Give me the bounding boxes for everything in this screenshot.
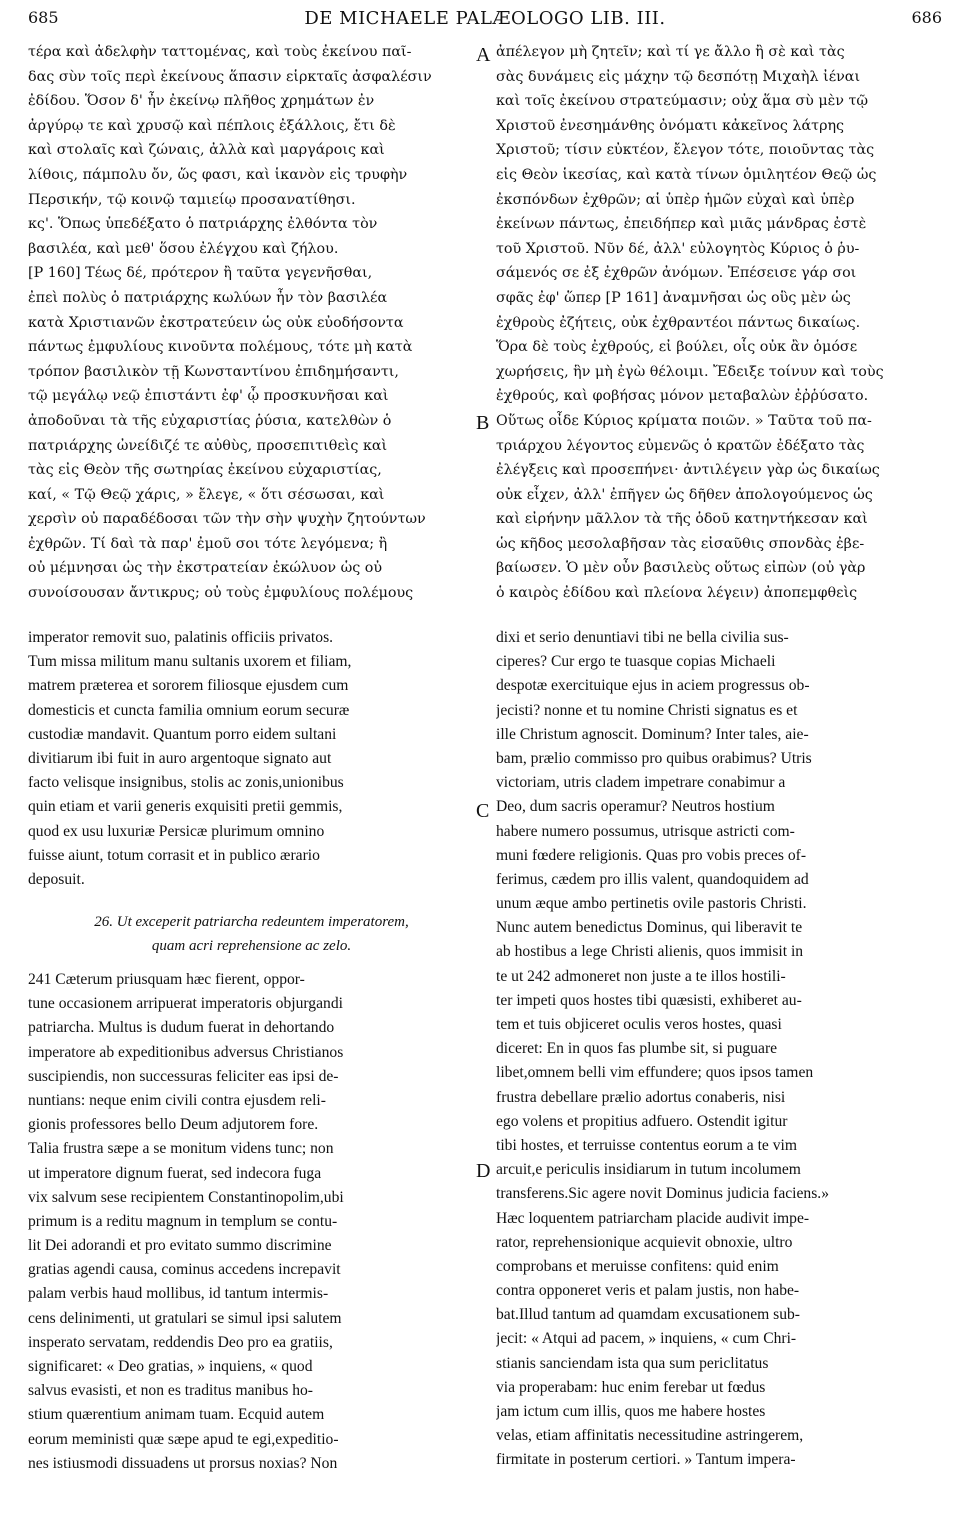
text-line: patriarcha. Multus is dudum fuerat in dehortando: [28, 1019, 335, 1037]
text-line: nuntians: neque enim civili contra ejusdem reli-: [28, 1091, 326, 1109]
text-line: ἐχθρῶν. Τί δαὶ τὰ παρ' ἐμοῦ σοι τότε λεγόμενα; ἢ: [28, 535, 388, 552]
text-line: Hæc loquentem patriarcham placide audivit impe-: [496, 1209, 810, 1227]
text-line: matrem præterea et sororem filiosque ejusdem cum: [28, 677, 349, 695]
text-line: ἐπεὶ πολὺς ὁ πατριάρχης κωλύων ἦν τὸν βασιλέα: [28, 289, 388, 306]
text-line: jecisti? nonne et tu nomine Christi signatus es et: [496, 701, 798, 719]
text-line: habere numero possumus, utrisque astricti com-: [496, 822, 795, 840]
text-line: arcuit,e periculis insidiarum in tutum incolumem: [496, 1161, 801, 1179]
text-line: εἰς Θεὸν ἱκεσίας, καὶ κατὰ τίνων ὁμιλητέον Θεῷ ὡς: [496, 166, 877, 183]
text-line: comprobans et meruisse confitens: quid enim: [496, 1257, 779, 1275]
text-line: gratias agendi causa, cominus accedens increpavit: [28, 1261, 341, 1279]
text-line: ἀπέλεγον μὴ ζητεῖν; καὶ τί γε ἄλλο ἢ σὲ καὶ τὰς: [496, 44, 845, 60]
text-line: tibi hostes, et terruisse contentus eorum a te vim: [496, 1136, 797, 1154]
text-line: ἀργύρῳ τε καὶ χρυσῷ καὶ πέπλοις ἐξάλλοις, ἔτι δὲ: [28, 117, 396, 134]
text-line: palam verbis haud mollibus, id tantum intermis-: [28, 1285, 329, 1303]
text-line: καὶ εἰρήνην μᾶλλον τὰ τῆς ὁδοῦ κατηντήκεσαν καὶ: [496, 511, 868, 528]
text-line: καὶ τοῖς ἐκείνου στρατεύμασιν; οὐχ ἅμα σὺ μὲν τῷ: [496, 93, 869, 110]
text-line: τῷ μεγάλῳ νεῷ ἐπιστάντι ἐφ' ᾧ προσκυνῆσαι καὶ: [28, 388, 389, 405]
text-line: ferimus, cædem pro illis valent, quandoquidem ad: [496, 870, 809, 888]
text-line: σφᾶς ἐφ' ὥπερ [P 161] ἀναμνῆσαι ὡς οὓς μὲν ὡς: [496, 289, 851, 306]
text-line: dixi et serio denuntiavi tibi ne bella civilia sus-: [496, 629, 789, 646]
text-line: σὰς δυνάμεις εἰς μάχην τῷ δεσπότῃ Μιχαὴλ ἰέναι: [496, 68, 861, 85]
text-line: imperator removit suo, palatinis officiis privatos.: [28, 629, 334, 646]
text-line: Περσικήν, τῷ κοινῷ ταμιείῳ προσανατίθησι.: [28, 191, 356, 208]
text-line: ἐχθρούς, καὶ φοβήσας μόνον μεταβαλὼν ἐῤῥύσατο.: [496, 388, 869, 405]
text-line: ut imperatore dignum fuerat, sed indecora fuga: [28, 1164, 322, 1182]
text-line: καί, « Τῷ Θεῷ χάρις, » ἔλεγε, « ὅτι σέσωσαι, καὶ: [28, 486, 385, 503]
text-line: custodiæ mandavit. Quantum porro eidem sultani: [28, 725, 337, 743]
text-line: jecit: « Atqui ad pacem, » inquiens, « cum Chri-: [496, 1330, 797, 1348]
text-line: quam acri reprehensione ac zelo.: [151, 938, 352, 955]
text-line: ἀποδοῦναι τὰ τῆς εὐχαριστίας ῥύσια, κατελθὼν ὁ: [28, 412, 392, 429]
margin-marker-b: B: [476, 412, 490, 434]
text-line: te ut 242 admoneret non juste a te illos hostili-: [496, 967, 786, 985]
text-line: τοῦ Χριστοῦ. Νῦν δέ, ἀλλ' εὐλογητὸς Κύριος ὁ ῥυ-: [496, 240, 860, 257]
text-line: ille Christum agnoscit. Dominum? Inter tales, aie-: [496, 725, 809, 743]
text-line: οὐ μέμνησαι ὡς τὴν ἐκστρατείαν ἐκώλυον ὡς οὐ: [28, 560, 383, 577]
text-line: ὁ καιρὸς ἐδίδου καὶ πλείονα λέγειν) ἀποπεμφθεὶς: [496, 585, 858, 602]
text-line: Tum missa militum manu sultanis uxorem et filiam,: [28, 653, 352, 671]
section-heading: [28, 910, 475, 958]
text-line: bam, prælio commisso pro quibus orabimus? Utris: [496, 749, 812, 767]
text-line: despotæ exercituique ejus in aciem progressus ob-: [496, 677, 810, 695]
text-line: stianis sanciendam ista qua sum periclitatus: [496, 1354, 769, 1372]
text-line: Nunc autem benedictus Dominus, qui liberavit te: [496, 919, 803, 937]
text-line: βασιλέα, καὶ μεθ' ὅσου ἐλέγχου καὶ ζήλου.: [28, 240, 339, 257]
text-line: bat.Illud tantum ad quamdam excusationem sub-: [496, 1306, 801, 1324]
text-line: victoriam, utris cladem impetrare conabimur a: [496, 774, 786, 792]
text-line: gionis professores bello Deum adjutorem fore.: [28, 1116, 319, 1134]
text-line: πάντως ἐμφυλίους κινοῦντα πολέμους, τότε μὴ κατὰ: [28, 339, 413, 356]
text-line: ter impeti quos hostes tibi quæsisti, exhiberet au-: [496, 991, 802, 1009]
text-line: domesticis et cuncta familia omnium eorum securæ: [28, 701, 350, 719]
text-line: τὰς εἰς Θεὸν τῆς σωτηρίας ἐκείνου εὐχαριστίας,: [28, 462, 382, 479]
text-line: ἐκείνων πάντως, ἐπειδήπερ καὶ μιᾶς μάνδρας ἐστὲ: [496, 216, 867, 233]
text-line: rator, reprehensionique acquievit obnoxie, ultro: [496, 1233, 793, 1251]
text-line: ego volens et propitius adfuero. Ostendit igitur: [496, 1112, 788, 1130]
text-line: Talia frustra sæpe a se monitum videns tunc; non: [28, 1140, 334, 1158]
text-line: χωρήσεις, ἣν μὴ ἐγὼ θέλοιμι. Ἔδειξε τοίνυν καὶ τοὺς: [496, 363, 884, 380]
text-line: velas, etiam affinitatis necessitudine astringerem,: [496, 1427, 804, 1445]
text-line: divitiarum ibi fuit in auro argentoque signato aut: [28, 749, 332, 767]
text-line: σάμενός σε ἐξ ἐχθρῶν ἀνόμων. Ἐπέσεισε γάρ σοι: [496, 265, 857, 282]
margin-marker-a: A: [476, 44, 491, 66]
text-line: imperatore ab expeditionibus adversus Christianos: [28, 1043, 344, 1061]
text-line: συνοίσουσαν ἄντικρυς; οὐ τοὺς ἐμφυλίους πολέμους: [28, 585, 414, 602]
text-line: τέρα καὶ ἀδελφὴν ταττομένας, καὶ τοὺς ἐκείνου παῖ-: [28, 44, 412, 60]
text-line: τρόπον βασιλικὸν τῇ Κωνσταντίνου ἐπιδημήσαντι,: [28, 363, 399, 380]
latin-paragraph-left-1: [28, 626, 475, 892]
greek-column-right: [496, 40, 943, 606]
text-line: ἐλέγξεις καὶ προσεπήνει· ἀντιλέγειν γὰρ ὡς δικαίως: [496, 462, 880, 479]
text-line: οὐκ εἶχεν, ἀλλ' ἐπῆγεν ὡς δῆθεν ἀπολογούμενος ὡς: [496, 486, 873, 503]
text-line: καὶ στολαῖς καὶ ζώναις, ἀλλὰ καὶ μαργάροις καὶ: [28, 142, 385, 159]
text-line: Χριστοῦ; τίσιν εὐκτέον, ἔλεγον τότε, ποιοῦντας τὰς: [496, 142, 875, 159]
text-line: deposuit.: [28, 870, 85, 888]
text-line: δας σὺν τοῖς περὶ ἐκείνους ἅπασιν εἱρκταῖς ἀσφαλέσιν: [28, 68, 432, 85]
text-line: unum æque ambo pertinetis ovile pastoris Christi.: [496, 895, 807, 913]
text-line: πατριάρχης ὠνείδιζέ τε αὐθὺς, προσεπιτιθεὶς καὶ: [28, 437, 388, 454]
text-line: Χριστοῦ ἐνεσημάνθης ὀνόματι κἀκεῖνος λάτρης: [496, 117, 845, 134]
text-line: libet,omnem belli vim effundere; quos ipsos tamen: [496, 1064, 814, 1082]
latin-column-right: [496, 626, 943, 1473]
running-title: DE MICHAELE PALÆOLOGO LIB. III.: [304, 8, 666, 29]
latin-paragraph-left-2: [28, 968, 475, 1476]
page-number-left: 685: [28, 8, 59, 27]
text-line: χερσὶν οὐ παραδέδοσαι τῶν τὴν σὴν ψυχὴν ζητούντων: [28, 511, 426, 528]
margin-marker-c: C: [476, 800, 490, 822]
text-line: κς'. Ὅπως ὑπεδέξατο ὁ πατριάρχης ἐλθόντα τὸν: [28, 216, 378, 233]
text-line: τριάρχου λέγοντος εὐμενῶς ὁ κρατῶν ἐδέξατο τὰς: [496, 437, 865, 454]
margin-marker-d: D: [476, 1160, 491, 1182]
text-line: Deo, dum sacris operamur? Neutros hostium: [496, 798, 775, 816]
text-line: quod ex usu luxuriæ Persicæ plurimum omnino: [28, 822, 325, 840]
text-line: ἐδίδου. Ὅσον δ' ἦν ἐκείνῳ πλῆθος χρημάτων ἐν: [28, 93, 375, 110]
text-line: primum is a reditu magnum in templum se contu-: [28, 1212, 338, 1230]
text-line: muni fœdere religionis. Quas pro vobis preces of-: [496, 846, 807, 864]
text-line: contra opponeret veris et palam justis, non habe-: [496, 1282, 800, 1300]
text-line: nes istiusmodi dissuadens ut prorsus noxias? Non: [28, 1454, 338, 1472]
text-line: suscipiendis, non successuras feliciter eas ipsi de-: [28, 1067, 339, 1085]
text-line: ab hostibus a lege Christi alienis, quos immisit in: [496, 943, 804, 961]
text-line: ἐχθροὺς ἐζήτεις, οὐκ ἐχθραντέοι πάντως δικαίως.: [496, 314, 861, 331]
page-number-right: 686: [911, 8, 942, 27]
text-line: lit Dei adorandi et pro evitato summo discrimine: [28, 1237, 332, 1255]
text-line: ciperes? Cur ergo te tuasque copias Michaeli: [496, 653, 776, 671]
text-line: βαίωσεν. Ὁ μὲν οὖν βασιλεὺς οὕτως εἰπὼν (οὐ γὰρ: [496, 560, 866, 577]
text-line: eorum meministi quæ sæpe apud te egi,expeditio-: [28, 1430, 339, 1448]
text-line: 241 Cæterum priusquam hæc fierent, oppor-: [28, 971, 305, 988]
text-line: ὡς κῆδος μεσολαβῆσαν τὰς εἰσαῦθις σπονδὰς ἐβε-: [496, 535, 865, 552]
text-line: fuisse aiunt, totum corrasit et in publico ærario: [28, 846, 320, 864]
text-line: diceret: En in quos fas plumbe sit, si puguare: [496, 1040, 778, 1058]
text-line: via properabam: huc enim ferebar ut fœdus: [496, 1378, 766, 1396]
text-line: jam ictum cum illis, quos me habere hostes: [496, 1403, 766, 1420]
text-line: 26. Ut exceperit patriarcha redeuntem imperatorem,: [94, 914, 409, 930]
text-line: quin etiam et varii generis exquisiti pretii gemmis,: [28, 798, 343, 816]
text-line: significaret: « Deo gratias, » inquiens, « quod: [28, 1358, 313, 1375]
text-line: ἐκσπόνδων ἐχθρῶν; αἱ ὑπὲρ ἡμῶν εὐχαὶ καὶ ὑπὲρ: [496, 191, 855, 208]
text-line: Οὕτως οἶδε Κύριος κρίματα ποιῶν. » Ταῦτα τοῦ πα-: [496, 412, 872, 429]
text-line: firmitate in posterum certiori. » Tantum impera-: [496, 1451, 796, 1469]
text-line: salvus evasisti, et non es traditus manibus ho-: [28, 1382, 313, 1400]
running-header: [28, 8, 942, 36]
text-line: vix salvum sese recipientem Constantinopolim,ubi: [28, 1188, 344, 1206]
text-line: λίθοις, πάμπολυ ὄν, ὥς φασι, καὶ ἱκανὸν εἰς τρυφὴν: [28, 166, 408, 183]
text-line: Ὅρα δὲ τοὺς ἐχθρούς, εἰ βούλει, οἷς οὐκ ἂν ὁμόσε: [496, 339, 858, 356]
text-line: [P 160] Τέως δέ, πρότερον ἢ ταῦτα γεγενῆσθαι,: [28, 265, 373, 282]
text-line: insperato servatam, reddendis Deo pro ea gratiis,: [28, 1333, 333, 1351]
text-line: transferens.Sic agere novit Dominus judicia faciens.»: [496, 1185, 829, 1203]
greek-column-left: [28, 40, 475, 606]
text-line: stium quærentium animam tuam. Ecquid autem: [28, 1406, 325, 1424]
text-line: tune occasionem arripuerat imperatoris objurgandi: [28, 995, 343, 1013]
text-line: frustra debellare prælio adortus conaberis, nisi: [496, 1088, 786, 1106]
text-line: κατὰ Χριστιανῶν ἐκστρατεύειν ὡς οὐκ εὐοδήσοντα: [28, 314, 404, 331]
text-line: facto velisque insignibus, stolis ac zonis,unionibus: [28, 774, 344, 792]
text-line: cens delinimenti, ut gratulari se simul ipsi salutem: [28, 1309, 342, 1327]
text-line: tem et tuis objiceret oculis veros hostes, quasi: [496, 1016, 782, 1033]
